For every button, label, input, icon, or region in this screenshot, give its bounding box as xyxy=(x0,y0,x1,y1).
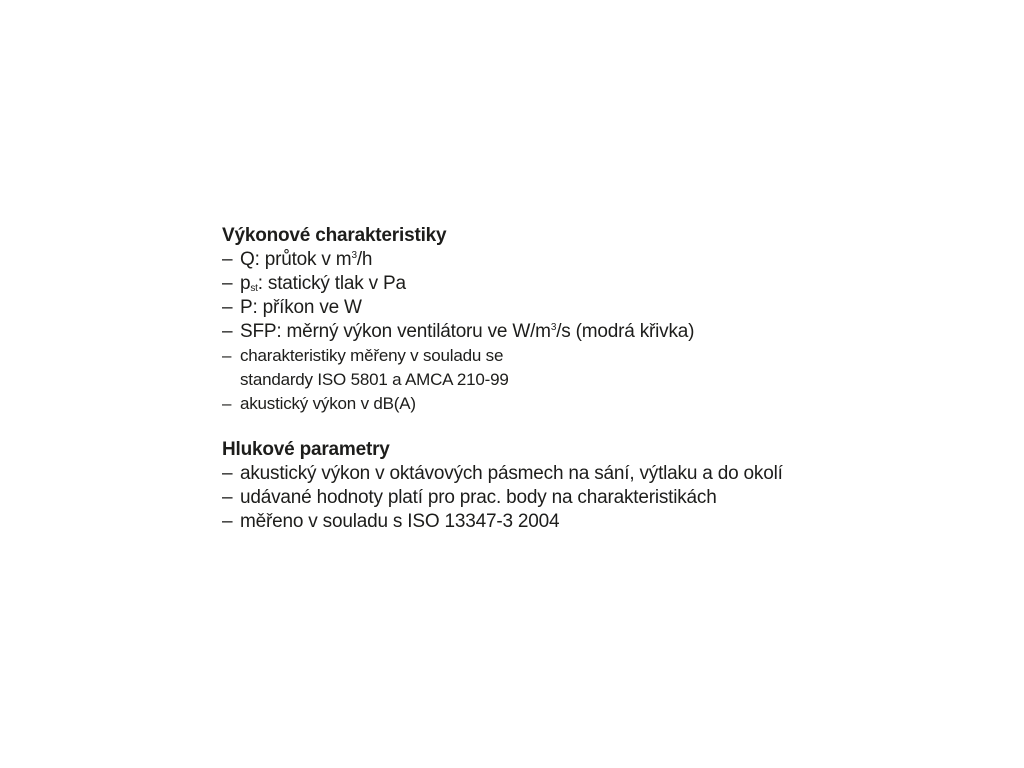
flow-text xyxy=(240,248,694,272)
sfp-text-sup: 3 xyxy=(550,322,557,333)
static-pressure-text xyxy=(240,272,694,296)
dash: – xyxy=(222,346,232,365)
noise-item-text: akustický výkon v oktávových pásmech na sání, výtlaku a do okolí xyxy=(240,463,783,484)
list-item-sfp xyxy=(222,320,694,344)
static-pressure-prefix: p xyxy=(240,273,251,294)
noise-item-text: udávané hodnoty platí pro prac. body na charakteristikách xyxy=(240,487,717,508)
list-item-iso-standards xyxy=(222,344,694,392)
iso-standards-line1: charakteristiky měřeny v souladu se xyxy=(240,346,504,365)
list-item xyxy=(222,510,783,534)
sfp-text-prefix: SFP: měrný výkon ventilátoru ve W/m xyxy=(240,321,551,342)
flow-text-suffix: /h xyxy=(356,249,373,270)
performance-section xyxy=(222,224,694,416)
static-pressure-sub: st xyxy=(250,283,258,294)
noise-heading: Hlukové parametry xyxy=(222,439,390,460)
iso-standards-line2: standardy ISO 5801 a AMCA 210-99 xyxy=(240,370,509,389)
flow-text-prefix: Q: průtok v m xyxy=(240,249,352,270)
static-pressure-suffix: : statický tlak v Pa xyxy=(257,273,406,294)
dash: – xyxy=(222,463,233,484)
sfp-text-suffix: /s (modrá křivka) xyxy=(556,321,695,342)
dash: – xyxy=(222,487,233,508)
sfp-text xyxy=(240,320,694,344)
list-item-acoustic-power xyxy=(222,392,694,416)
dash: – xyxy=(222,249,233,270)
list-item-static-pressure xyxy=(222,272,694,296)
list-item xyxy=(222,462,783,486)
list-item-power xyxy=(222,296,694,320)
acoustic-power-text: akustický výkon v dB(A) xyxy=(240,394,416,413)
dash: – xyxy=(222,394,232,413)
flow-text-sup: 3 xyxy=(351,250,357,261)
dash: – xyxy=(222,297,233,318)
performance-heading: Výkonové charakteristiky xyxy=(222,225,447,246)
noise-section xyxy=(222,438,783,534)
list-item xyxy=(222,486,783,510)
dash: – xyxy=(222,511,233,532)
dash: – xyxy=(222,273,233,294)
noise-item-text: měřeno v souladu s ISO 13347-3 2004 xyxy=(240,511,560,532)
list-item-flow xyxy=(222,248,694,272)
dash: – xyxy=(222,321,233,342)
noise-list xyxy=(222,462,783,534)
performance-list xyxy=(222,248,694,416)
power-text: P: příkon ve W xyxy=(240,297,362,318)
